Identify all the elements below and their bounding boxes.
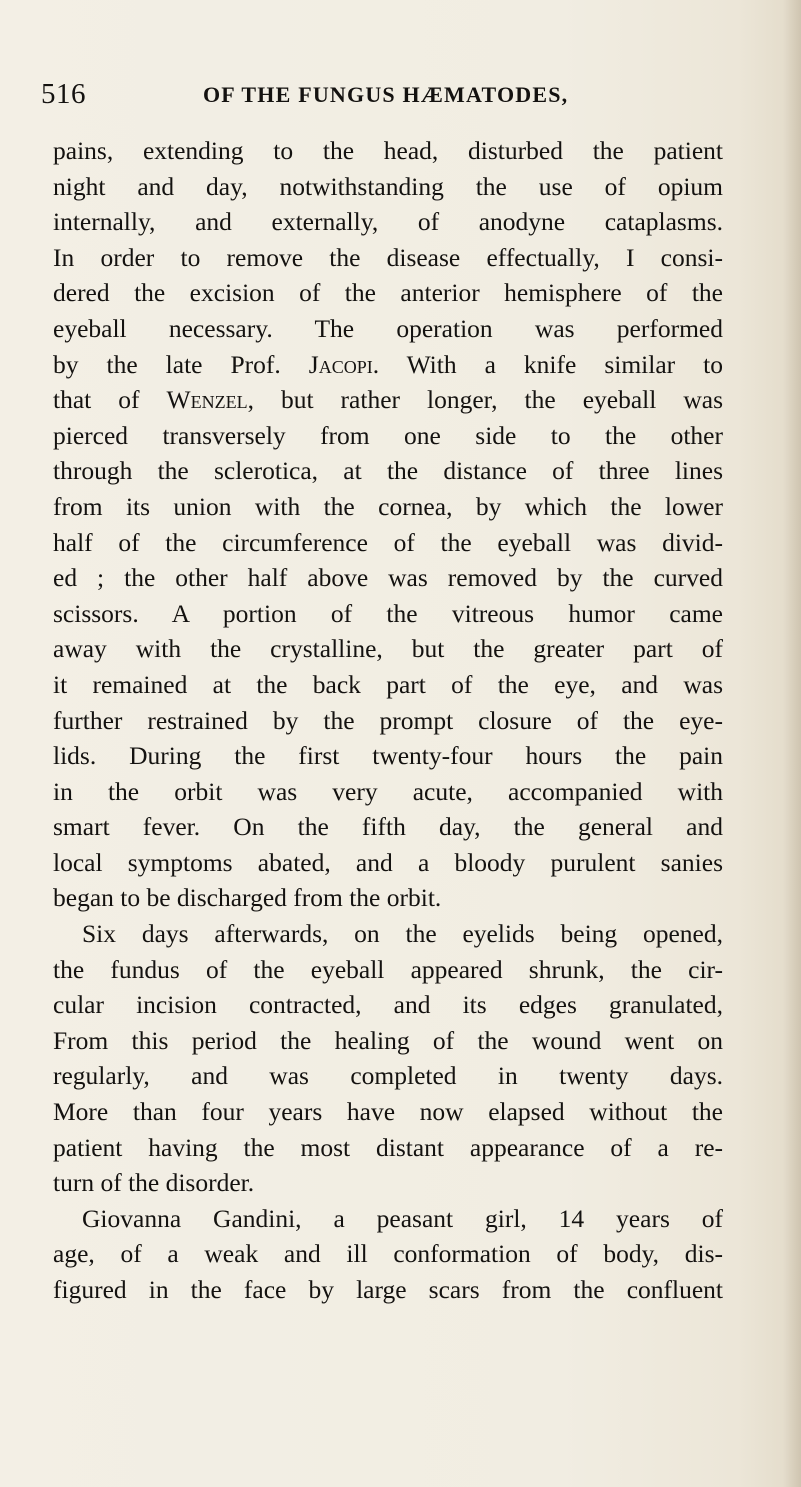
text-line: In order to remove the disease effectually, I consi- bbox=[53, 242, 723, 272]
text-line: From this period the healing of the wound went on bbox=[53, 1025, 723, 1055]
small-caps-name: Wenzel bbox=[166, 385, 248, 415]
text-line: local symptoms abated, and a bloody purulent sanies bbox=[53, 847, 723, 877]
page-number: 516 bbox=[41, 78, 86, 110]
text-line: figured in the face by large scars from the confluent bbox=[53, 1275, 723, 1304]
running-title: OF THE FUNGUS HÆMATODES, bbox=[203, 82, 569, 107]
text-line: pierced transversely from one side to the other bbox=[53, 420, 723, 450]
text-line: scissors. A portion of the vitreous humor came bbox=[53, 598, 723, 628]
text-line: Giovanna Gandini, a peasant girl, 14 years of bbox=[82, 1203, 723, 1233]
text-line: More than four years have now elapsed without the bbox=[53, 1097, 723, 1127]
text-line: internally, and externally, of anodyne cataplasms. bbox=[53, 207, 723, 237]
running-head bbox=[41, 78, 761, 118]
body-text bbox=[53, 133, 723, 1308]
text-line: through the sclerotica, at the distance of three lines bbox=[53, 456, 723, 486]
text-line: ed ; the other half above was removed by the curved bbox=[53, 563, 723, 593]
text-line: Six days afterwards, on the eyelids being opened, bbox=[82, 919, 723, 949]
text-line: it remained at the back part of the eye, and was bbox=[53, 669, 723, 699]
text-line: in the orbit was very acute, accompanied with bbox=[53, 776, 723, 806]
text-line: away with the crystalline, but the greater part of bbox=[53, 634, 723, 664]
text-line: began to be discharged from the orbit. bbox=[53, 883, 442, 913]
text-line: the fundus of the eyeball appeared shrunk, the cir- bbox=[53, 954, 723, 984]
text-line: further restrained by the prompt closure of the eye- bbox=[53, 705, 723, 735]
text-line: from its union with the cornea, by which the lower bbox=[53, 491, 723, 521]
text-line: night and day, notwithstanding the use of opium bbox=[53, 171, 723, 201]
text-line: lids. During the first twenty-four hours the pain bbox=[53, 741, 723, 771]
text-line: eyeball necessary. The operation was performed bbox=[53, 313, 723, 343]
text-line: age, of a weak and ill conformation of body, dis- bbox=[53, 1239, 723, 1269]
text-line: smart fever. On the fifth day, the general and bbox=[53, 812, 723, 842]
page-edge-shadow bbox=[783, 0, 801, 1487]
text-line: regularly, and was completed in twenty days. bbox=[53, 1061, 723, 1091]
small-caps-name: Jacopi bbox=[308, 349, 373, 379]
text-line: by the late Prof. Jacopi. With a knife similar to bbox=[53, 349, 723, 379]
text-line: turn of the disorder. bbox=[53, 1168, 255, 1198]
text-line: dered the excision of the anterior hemisphere of the bbox=[53, 278, 723, 308]
text-line: that of Wenzel, but rather longer, the eyeball was bbox=[53, 385, 723, 415]
text-line: half of the circumference of the eyeball was divid- bbox=[53, 527, 723, 557]
text-line: patient having the most distant appearance of a re- bbox=[53, 1132, 723, 1162]
text-line: pains, extending to the head, disturbed the patient bbox=[53, 136, 723, 165]
text-line: cular incision contracted, and its edges granulated, bbox=[53, 990, 723, 1020]
